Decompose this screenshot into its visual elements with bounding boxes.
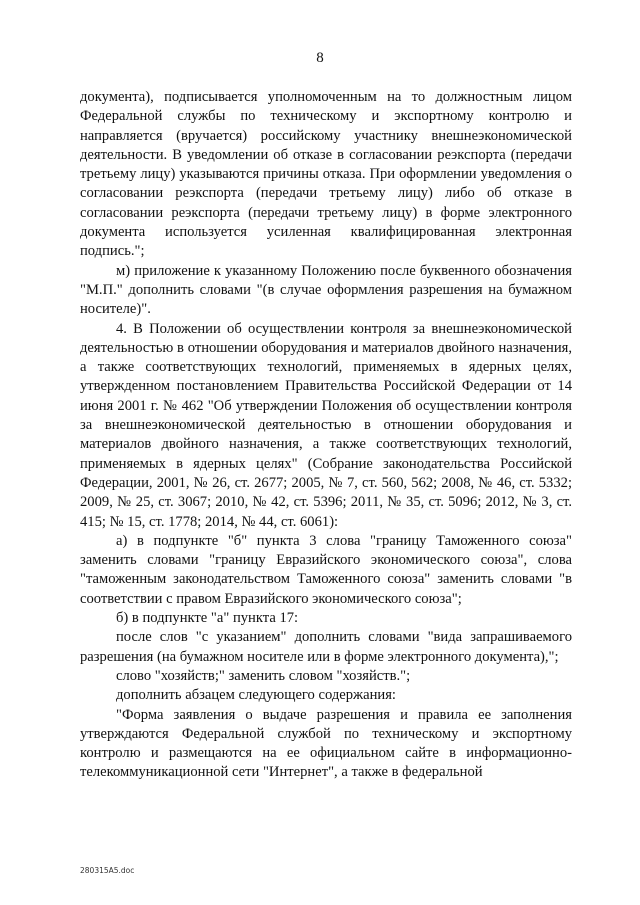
paragraph: б) в подпункте "а" пункта 17: [116,610,299,627]
document-body [80,88,572,783]
paragraph: а) в подпункте "б" пункта 3 слова "границу Таможенного союза" заменить словами "границу Евразийского экономического союза", слова "таможенным законодательством Таможенного союза" заменить словами "в соответствии с правом Евразийского экономического союза"; [80,532,572,607]
paragraph: слово "хозяйств;" заменить словом "хозяйств."; [116,667,411,684]
paragraph: документа), подписывается уполномоченным на то должностным лицом Федеральной службы по техническому и экспортному контролю и направляется (вручается) российскому участнику внешнеэкономической деятельности. В уведомлении об отказе в согласовании реэкспорта (передачи третьему лицу) указываются причины отказа. При оформлении уведомления о согласовании реэкспорта (передачи третьему лицу) либо об отказе в согласовании реэкспорта (передачи третьему лицу) в форме электронного документа используется усиленная квалифицированная электронная подпись."; [80,89,572,260]
paragraph: "Форма заявления о выдаче разрешения и правила ее заполнения утверждаются Федеральной службой по техническому и экспортному контролю и размещаются на ее официальном сайте в информационно-телекоммуникационной сети "Интернет", а также в федеральной [80,706,572,781]
paragraph: м) приложение к указанному Положению после буквенного обозначения "М.П." дополнить словами "(в случае оформления разрешения на бумажном носителе)". [80,262,572,318]
paragraph: после слов "с указанием" дополнить словами "вида запрашиваемого разрешения (на бумажном носителе или в форме электронного документа),"; [80,629,572,665]
page-number: 8 [316,50,324,66]
file-code-footer: 280315А5.doc [80,866,135,875]
paragraph: 4. В Положении об осуществлении контроля за внешнеэкономической деятельностью в отношении оборудования и материалов двойного назначения, а также соответствующих технологий, применяемых в ядерных целях, утвержденном постановлением Правительства Российской Федерации от 14 июня 2001 г. № 462 "Об утверждении Положения об осуществлении контроля за внешнеэкономической деятельностью в отношении оборудования и материалов двойного назначения, а также соответствующих технологий, применяемых в ядерных целях" (Собрание законодательства Российской Федерации, 2001, № 26, ст. 2677; 2005, № 7, ст. 560, 562; 2008, № 46, ст. 5332; 2009, № 25, ст. 3067; 2010, № 42, ст. 5396; 2011, № 35, ст. 5096; 2012, № 3, ст. 415; № 15, ст. 1778; 2014, № 44, ст. 6061): [80,320,572,530]
paragraph: дополнить абзацем следующего содержания: [116,687,396,704]
